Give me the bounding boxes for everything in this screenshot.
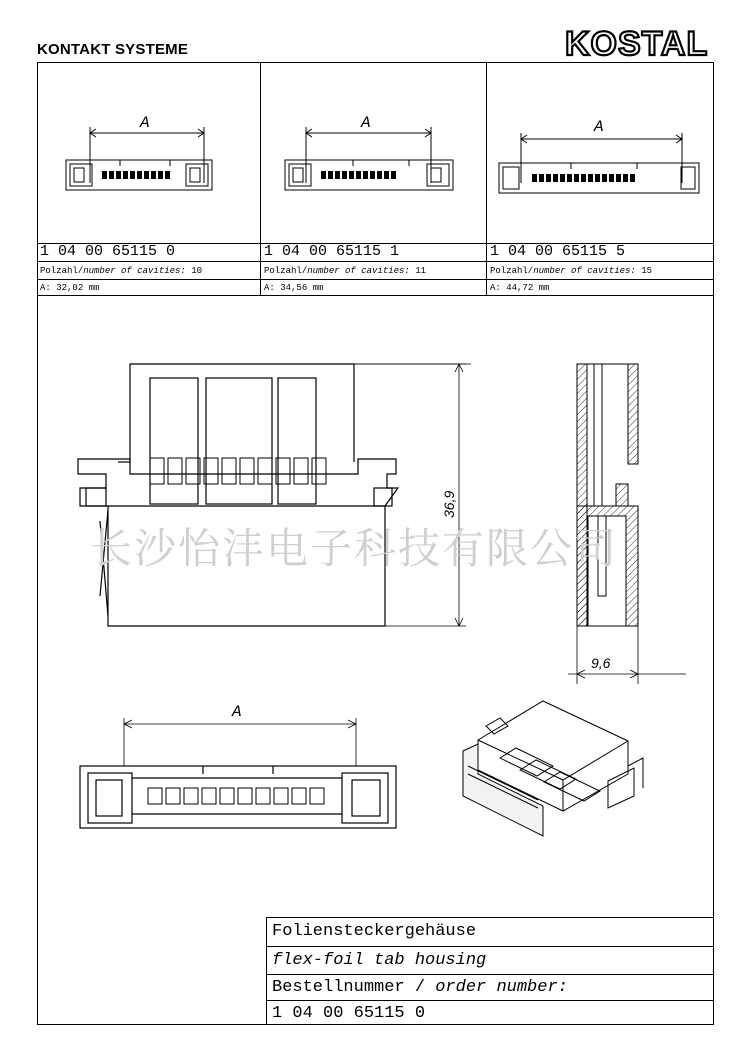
svg-text:A: A [594, 118, 604, 136]
variant-divider-1 [37, 261, 714, 262]
order-number-label: Bestellnummer / order number: [272, 978, 568, 997]
variant-thumbnail-10 [38, 63, 260, 243]
title-block-left-border [266, 917, 267, 1025]
order-number: 1 04 00 65115 0 [272, 1004, 426, 1023]
svg-text:A: A [140, 114, 150, 132]
title-block-divider [266, 946, 714, 947]
title-german: Foliensteckergehäuse [272, 922, 477, 941]
front-view-contacts [150, 458, 326, 484]
kostal-logo [563, 24, 713, 60]
variant-divider-2 [37, 279, 714, 280]
variant-thumbnail-11 [261, 63, 486, 243]
bottom-view-contacts [148, 788, 324, 804]
bottom-view [80, 718, 396, 828]
svg-text:A: A [232, 703, 242, 721]
variant-dimension-a: A: 34,56 mm [264, 283, 324, 293]
technical-drawing [38, 296, 713, 916]
variant-cavities: Polzahl/number of cavities: 10 [40, 266, 203, 276]
title-block-divider [266, 1000, 714, 1001]
variant-part-number: 1 04 00 65115 1 [264, 243, 400, 260]
variant-thumbnail-15 [487, 63, 713, 243]
variant-part-number: 1 04 00 65115 0 [40, 243, 176, 260]
variant-part-number: 1 04 00 65115 5 [490, 243, 626, 260]
svg-text:A: A [361, 114, 371, 132]
title-block-top [266, 917, 714, 918]
title-english: flex-foil tab housing [272, 951, 487, 970]
variant-cavities: Polzahl/number of cavities: 11 [264, 266, 427, 276]
variant-cavities: Polzahl/number of cavities: 15 [490, 266, 653, 276]
watermark-text: 长沙怡沣电子科技有限公司 [90, 524, 619, 573]
front-view [78, 364, 471, 626]
depth-dimension [568, 626, 686, 684]
svg-text:9,6: 9,6 [591, 655, 611, 671]
variant-dimension-a: A: 32,02 mm [40, 283, 100, 293]
title-block-divider [266, 974, 714, 975]
side-section-view [577, 364, 638, 626]
isometric-view [463, 701, 643, 836]
svg-text:KOSTAL: KOSTAL [565, 25, 709, 60]
svg-text:36,9: 36,9 [441, 490, 457, 518]
company-division-label: KONTAKT SYSTEME [37, 41, 189, 58]
variant-dimension-a: A: 44,72 mm [490, 283, 550, 293]
